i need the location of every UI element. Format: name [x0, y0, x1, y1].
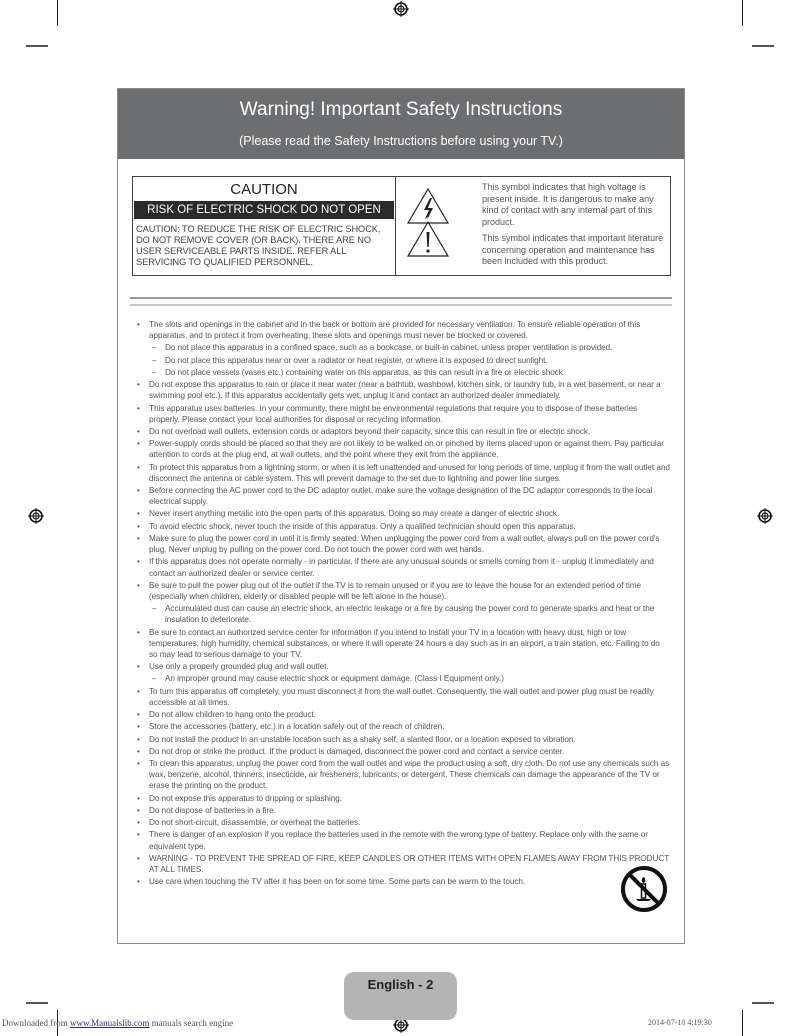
instruction-item: • Make sure to plug the power cord in until it is firmly seated. When unplugging the power cord from a wall outlet, always pull on the power cord's plug. Never unplug by pulling on the power cord. Do not touch the power cord with wet hands. [134, 533, 670, 555]
instruction-item: • If this apparatus does not operate normally - in particular, if there are any unusual sounds or smells coming from it - unplug it immediately and contact an authorized dealer or service center. [134, 556, 670, 578]
instruction-item: • Power-supply cords should be placed so that they are not likely to be walked on or pinched by items placed upon or against them. Pay particular attention to cords at the plug end, at wall outlets, and the point where they exit from the appliance. [134, 438, 670, 460]
caution-banner: RISK OF ELECTRIC SHOCK DO NOT OPEN [134, 201, 394, 219]
instruction-item: • Do not drop or strike the product. If the product is damaged, disconnect the power cord and contact a service center. [134, 746, 670, 757]
instruction-subitem: – Do not place vessels (vases etc.) containing water on this apparatus, as this can result in a fire or electric shock. [134, 367, 670, 378]
instruction-item: • To turn this apparatus off completely, you must disconnect it from the wall outlet. Consequently, the wall outlet and power plug must be readily accessible at all times. [134, 686, 670, 708]
caution-heading: CAUTION [230, 181, 298, 198]
instruction-item: • Do not expose this apparatus to dripping or splashing. [134, 793, 670, 804]
safety-instructions-panel [117, 88, 685, 944]
crop-mark [26, 45, 48, 47]
instruction-subitem: – Accumulated dust can cause an electric shock, an electric leakage or a fire by causing the power cord to generate sparks and heat or the insulation to deteriorate. [134, 603, 670, 625]
instruction-item: • The slots and openings in the cabinet and in the back or bottom are provided for necessary ventilation. To ensure reliable operation of this apparatus, and to protect it from overheating, these slots and openings must never be blocked or covered. [134, 319, 670, 341]
title-banner [118, 89, 684, 159]
instruction-item: • There is danger of an explosion if you replace the batteries used in the remote with the wrong type of battery. Replace only with the same or equivalent type. [134, 829, 670, 851]
crop-mark [742, 1010, 743, 1036]
print-timestamp: 2014-07-10 4:19:30 [648, 1018, 712, 1027]
download-prefix: Downloaded from [2, 1018, 70, 1028]
download-note [2, 1018, 233, 1028]
crop-mark [26, 1002, 48, 1004]
registration-mark-icon [393, 1, 409, 17]
instruction-item: • Never insert anything metalic into the open parts of this apparatus. Doing so may create a danger of electric shock. [134, 508, 670, 519]
caution-body: CAUTION: TO REDUCE THE RISK OF ELECTRIC SHOCK, DO NOT REMOVE COVER (OR BACK). THERE ARE NO USER SERVICEABLE PARTS INSIDE. REFER ALL SERVICING TO QUALIFIED PERSONNEL. [136, 224, 381, 267]
crop-mark [57, 0, 58, 26]
instruction-item: • WARNING - TO PREVENT THE SPREAD OF FIRE, KEEP CANDLES OR OTHER ITEMS WITH OPEN FLAMES AWAY FROM THIS PRODUCT AT ALL TIMES. [134, 853, 670, 875]
instruction-item: • To avoid electric shock, never touch the inside of this apparatus. Only a qualified technician should open this apparatus. [134, 521, 670, 532]
instruction-item: • Do not allow children to hang onto the product. [134, 709, 670, 720]
section-divider [130, 297, 672, 306]
registration-mark-icon [28, 508, 44, 524]
page-subtitle: (Please read the Safety Instructions before using your TV.) [239, 134, 563, 148]
instruction-subitem: – An improper ground may cause electric shock or equipment damage. (Class I Equipment only.) [134, 673, 670, 684]
crop-mark [752, 1002, 774, 1004]
instruction-item: • Do not short-circuit, disassemble, or overheat the batteries. [134, 817, 670, 828]
exclamation-warning-icon [406, 219, 450, 259]
caution-box [132, 176, 396, 276]
instruction-item: • To protect this apparatus from a lightning storm, or when it is left unattended and unused for long periods of time, unplug it from the wall outlet and disconnect the antenna or cable system. This will prevent damage to the set due to lightning and power line surges. [134, 462, 670, 484]
instruction-item: • This apparatus uses batteries. In your community, there might be environmental regulations that require you to dispose of these batteries properly. Please contact your local authorities for disposal or recycling information. [134, 403, 670, 425]
instruction-item: • Be sure to contact an authorized service center for information if you intend to install your TV in a location with heavy dust, high or low temperatures, high humidity, chemical substances, or where it will operate 24 hours a day such as in an airport, a train station, etc. Failing to do so may lead to serious damage to your TV. [134, 627, 670, 660]
instruction-subitem: – Do not place this apparatus near or over a radiator or heat register, or where it is exposed to direct sunlight. [134, 355, 670, 366]
instruction-item: • Do not dispose of batteries in a fire. [134, 805, 670, 816]
instruction-subitem: – Do not place this apparatus in a confined space, such as a bookcase, or built-in cabinet, unless proper ventilation is provided. [134, 342, 670, 353]
page-number-tab: English - 2 [344, 972, 457, 1020]
symbol-text-exclamation: This symbol indicates that important literature concerning operation and maintenance has been included with this product. [482, 233, 664, 266]
download-link[interactable]: www.Manualslib.com [69, 1018, 150, 1028]
registration-mark-icon [757, 508, 773, 524]
crop-mark [752, 45, 774, 47]
instruction-item: • Use care when touching the TV after it has been on for some time. Some parts can be warm to the touch. [134, 876, 670, 887]
instruction-item: • To clean this apparatus, unplug the power cord from the wall outlet and wipe the product using a soft, dry cloth. Do not use any chemicals such as wax, benzene, alcohol, thinners, insecticide, air fresheners, lubricants, or detergent. These chemicals can damage the appearance of the TV or erase the printing on the product. [134, 758, 670, 791]
instruction-item: • Store the accessories (battery, etc.) in a location safely out of the reach of children. [134, 721, 670, 732]
instruction-item: • Before connecting the AC power cord to the DC adaptor outlet, make sure the voltage designation of the DC adaptor corresponds to the local electrical supply. [134, 485, 670, 507]
download-suffix: manuals search engine [149, 1018, 234, 1028]
instruction-item: • Be sure to pull the power plug out of the outlet if the TV is to remain unused or if you are to leave the house for an extended period of time (especially when children, elderly or disabled people will be left alone in the house). [134, 580, 670, 602]
page-title: Warning! Important Safety Instructions [239, 99, 563, 120]
symbols-box [395, 176, 671, 276]
no-open-flame-icon [620, 865, 668, 913]
instruction-item: • Use only a properly grounded plug and wall outlet. [134, 661, 670, 672]
crop-mark [742, 0, 743, 26]
instruction-item: • Do not overload wall outlets, extension cords or adaptors beyond their capacity, since this can result in fire or electric shock. [134, 426, 670, 437]
instruction-item: • Do not expose this apparatus to rain or place it near water (near a bathtub, washbowl, kitchen sink, or laundry tub, in a wet basement, or near a swimming pool etc.). If this apparatus accidentally gets wet, unplug it and contact an authorized dealer immediately. [134, 379, 670, 401]
instructions-list [134, 319, 670, 888]
instruction-item: • Do not install the product in an unstable location such as a shaky self, a slanted floor, or a location exposed to vibration. [134, 734, 670, 745]
symbol-text-high-voltage: This symbol indicates that high voltage is present inside. It is dangerous to make any kind of contact with any internal part of this product. [482, 182, 654, 227]
